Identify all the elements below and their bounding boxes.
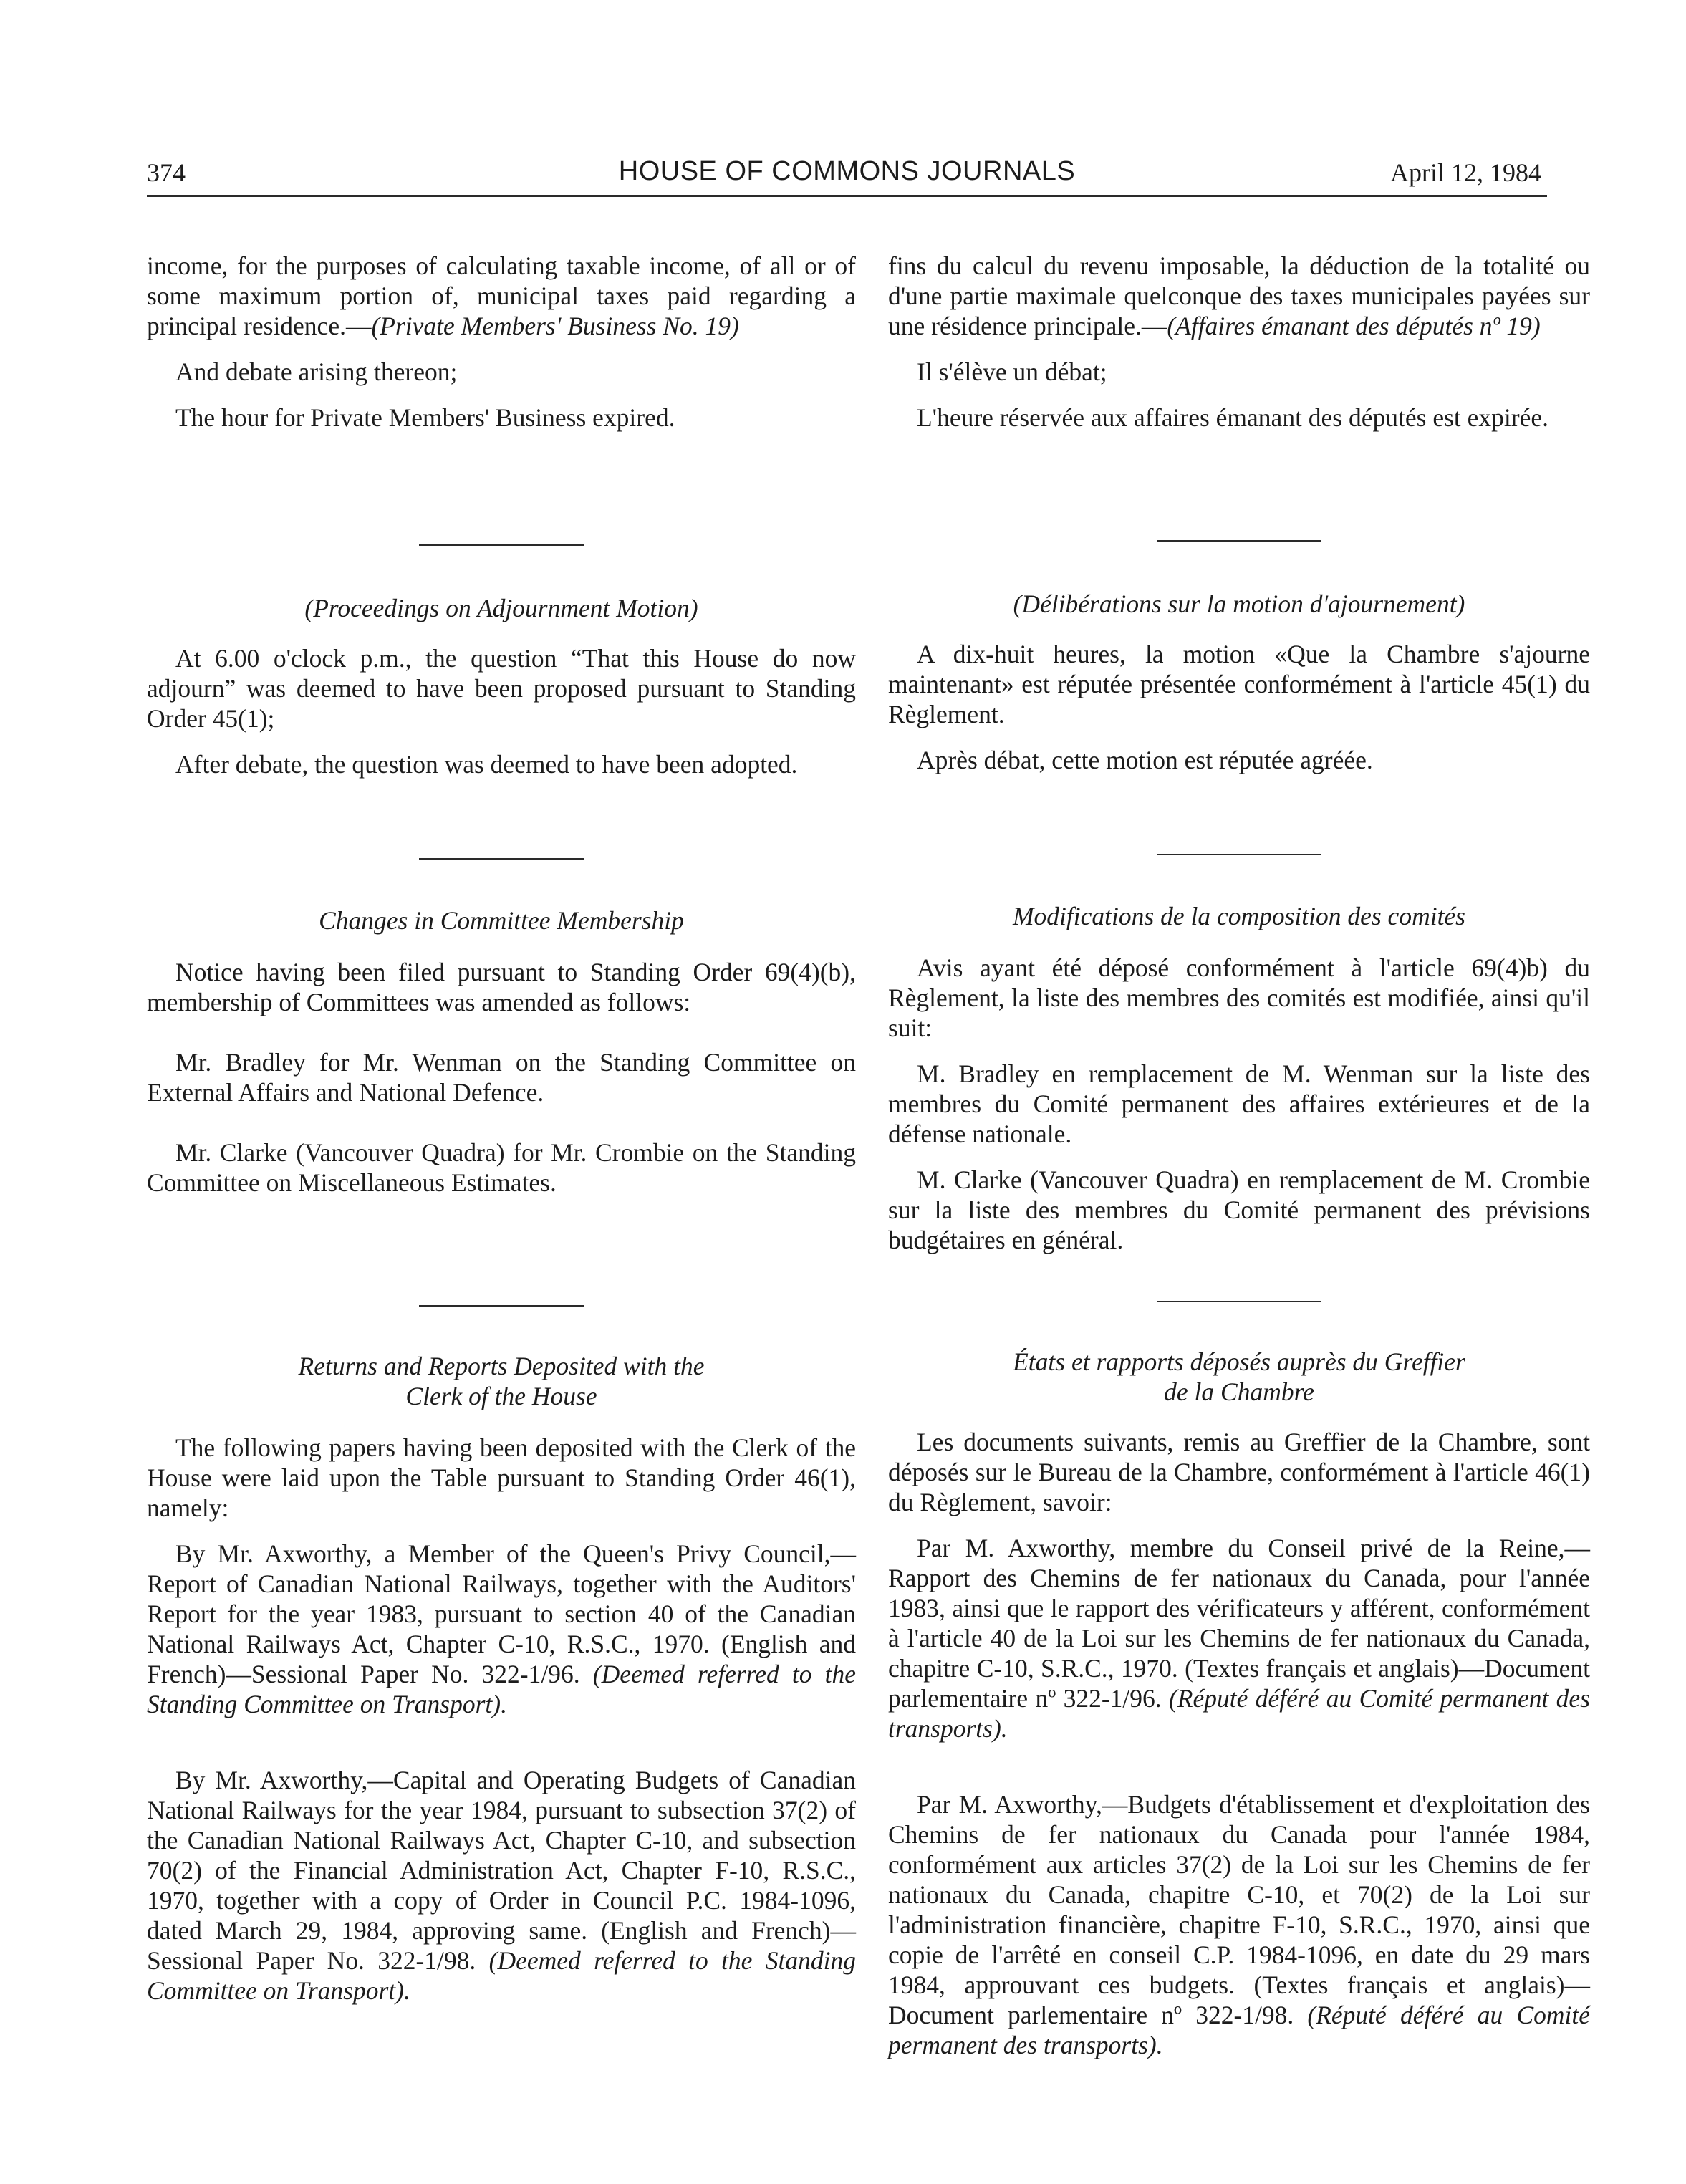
fr-intro-block bbox=[888, 251, 1590, 433]
fr-returns-p1: Les documents suivants, remis au Greffier de la Chambre, sont déposés sur le Bureau de la Chambre, conformément à l'article 46(1) du Règlement, savoir: bbox=[888, 1428, 1590, 1516]
fr-committee-block bbox=[888, 953, 1590, 1255]
fr-adjournment-block bbox=[888, 639, 1590, 775]
en-returns-p2: By Mr. Axworthy, a Member of the Queen's Privy Council,—Report of Canadian National Railways, together with the Auditors' Report for the year 1983, pursuant to section 40 of the Canadian National Railways Act, Chapter C-10, R.S.C., 1970. (English and French)—Sessional Paper No. 322-1/96. (Deemed referred to the Standing Committee on Transport). bbox=[147, 1539, 856, 1718]
en-divider bbox=[419, 544, 584, 546]
fr-returns-block bbox=[888, 1427, 1590, 2060]
fr-committee-p2: M. Bradley en remplacement de M. Wenman sur la liste des membres du Comité permanent des affaires extérieures et de la défense nationale. bbox=[888, 1059, 1590, 1148]
en-committee-heading: Changes in Committee Membership bbox=[319, 906, 684, 935]
fr-adjournment-p2: Après débat, cette motion est réputée agréée. bbox=[917, 746, 1373, 774]
en-hour-expired: The hour for Private Members' Business expired. bbox=[175, 403, 675, 432]
fr-hour-expired: L'heure réservée aux affaires émanant des députés est expirée. bbox=[917, 403, 1548, 432]
en-debate: And debate arising thereon; bbox=[175, 357, 458, 386]
en-returns-p3: By Mr. Axworthy,—Capital and Operating Budgets of Canadian National Railways for the year 1984, pursuant to subsection 37(2) of the Canadian National Railways Act, Chapter C-10, and subsection 70(2) of the Financial Administration Act, Chapter F-10, R.S.C., 1970, together with a copy of Order in Council P.C. 1984-1096, dated March 29, 1984, approving same. (English and French)—Sessional Paper No. 322-1/98. (Deemed referred to the Standing Committee on Transport). bbox=[147, 1766, 856, 2005]
fr-adjournment-p1: A dix-huit heures, la motion «Que la Chambre s'ajourne maintenant» est réputée présentée conformément à l'article 45(1) du Règlement. bbox=[888, 640, 1590, 728]
en-adjournment-p1: At 6.00 o'clock p.m., the question “That this House do now adjourn” was deemed to have been proposed pursuant to Standing Order 45(1); bbox=[147, 644, 856, 733]
fr-returns-heading: États et rapports déposés auprès du Greffier de la Chambre bbox=[1013, 1347, 1465, 1406]
en-intro-block bbox=[147, 251, 856, 433]
en-committee-p3: Mr. Clarke (Vancouver Quadra) for Mr. Crombie on the Standing Committee on Miscellaneous Estimates. bbox=[147, 1138, 856, 1197]
fr-adjournment-heading: (Délibérations sur la motion d'ajournement) bbox=[1013, 590, 1465, 618]
fr-committee-heading: Modifications de la composition des comités bbox=[1012, 902, 1465, 930]
fr-divider bbox=[1157, 540, 1321, 542]
en-divider bbox=[419, 858, 584, 860]
journal-title: HOUSE OF COMMONS JOURNALS bbox=[618, 156, 1076, 186]
en-adjournment-block bbox=[147, 643, 856, 779]
en-adjournment-p2: After debate, the question was deemed to have been adopted. bbox=[175, 750, 798, 779]
en-divider bbox=[419, 1305, 584, 1307]
en-committee-p1: Notice having been filed pursuant to Standing Order 69(4)(b), membership of Committees was amended as follows: bbox=[147, 958, 856, 1016]
fr-committee-p1: Avis ayant été déposé conformément à l'article 69(4)b) du Règlement, la liste des membres des comités est modifiée, ainsi qu'il suit: bbox=[888, 953, 1590, 1042]
fr-debate: Il s'élève un débat; bbox=[917, 357, 1107, 386]
page-number: 374 bbox=[147, 158, 186, 187]
en-returns-p1: The following papers having been deposited with the Clerk of the House were laid upon the Table pursuant to Standing Order 46(1), namely: bbox=[147, 1433, 856, 1522]
en-committee-block bbox=[147, 957, 856, 1198]
en-returns-heading: Returns and Reports Deposited with the Clerk of the House bbox=[298, 1352, 705, 1410]
fr-divider bbox=[1157, 854, 1321, 855]
en-returns-block bbox=[147, 1433, 856, 2006]
fr-intro: fins du calcul du revenu imposable, la déduction de la totalité ou d'une partie maximale quelconque des taxes municipales payées sur une résidence principale.—(Affaires émanant des députés nº 19) bbox=[888, 251, 1590, 340]
fr-divider bbox=[1157, 1301, 1321, 1302]
en-adjournment-heading: (Proceedings on Adjournment Motion) bbox=[304, 594, 698, 622]
fr-returns-p3: Par M. Axworthy,—Budgets d'établissement et d'exploitation des Chemins de fer nationaux du Canada pour l'année 1984, conformément aux articles 37(2) de la Loi sur les Chemins de fer nationaux du Canada, chapitre C-10, et 70(2) de la Loi sur l'administration financière, chapitre F-10, S.R.C., 1970, ainsi que copie de l'arrêté en conseil C.P. 1984-1096, en date du 29 mars 1984, approuvant ces budgets. (Textes français et anglais)—Document parlementaire nº 322-1/98. (Réputé déféré au Comité permanent des transports). bbox=[888, 1790, 1590, 2059]
fr-committee-p3: M. Clarke (Vancouver Quadra) en remplacement de M. Crombie sur la liste des membres du Comité permanent des prévisions budgétaires en général. bbox=[888, 1165, 1590, 1254]
running-header bbox=[147, 155, 1547, 197]
fr-returns-p2: Par M. Axworthy, membre du Conseil privé de la Reine,—Rapport des Chemins de fer nationaux du Canada, pour l'année 1983, ainsi que le rapport des vérificateurs y afférent, conformément à l'article 40 de la Loi sur les Chemins de fer nationaux du Canada, chapitre C-10, S.R.C., 1970. (Textes français et anglais)—Document parlementaire nº 322-1/96. (Réputé déféré au Comité permanent des transports). bbox=[888, 1534, 1590, 1743]
en-intro: income, for the purposes of calculating taxable income, of all or of some maximum portion of, municipal taxes paid regarding a principal residence.—(Private Members' Business No. 19) bbox=[147, 251, 856, 340]
page-date: April 12, 1984 bbox=[1390, 158, 1541, 187]
en-committee-p2: Mr. Bradley for Mr. Wenman on the Standing Committee on External Affairs and National Defence. bbox=[147, 1048, 856, 1107]
